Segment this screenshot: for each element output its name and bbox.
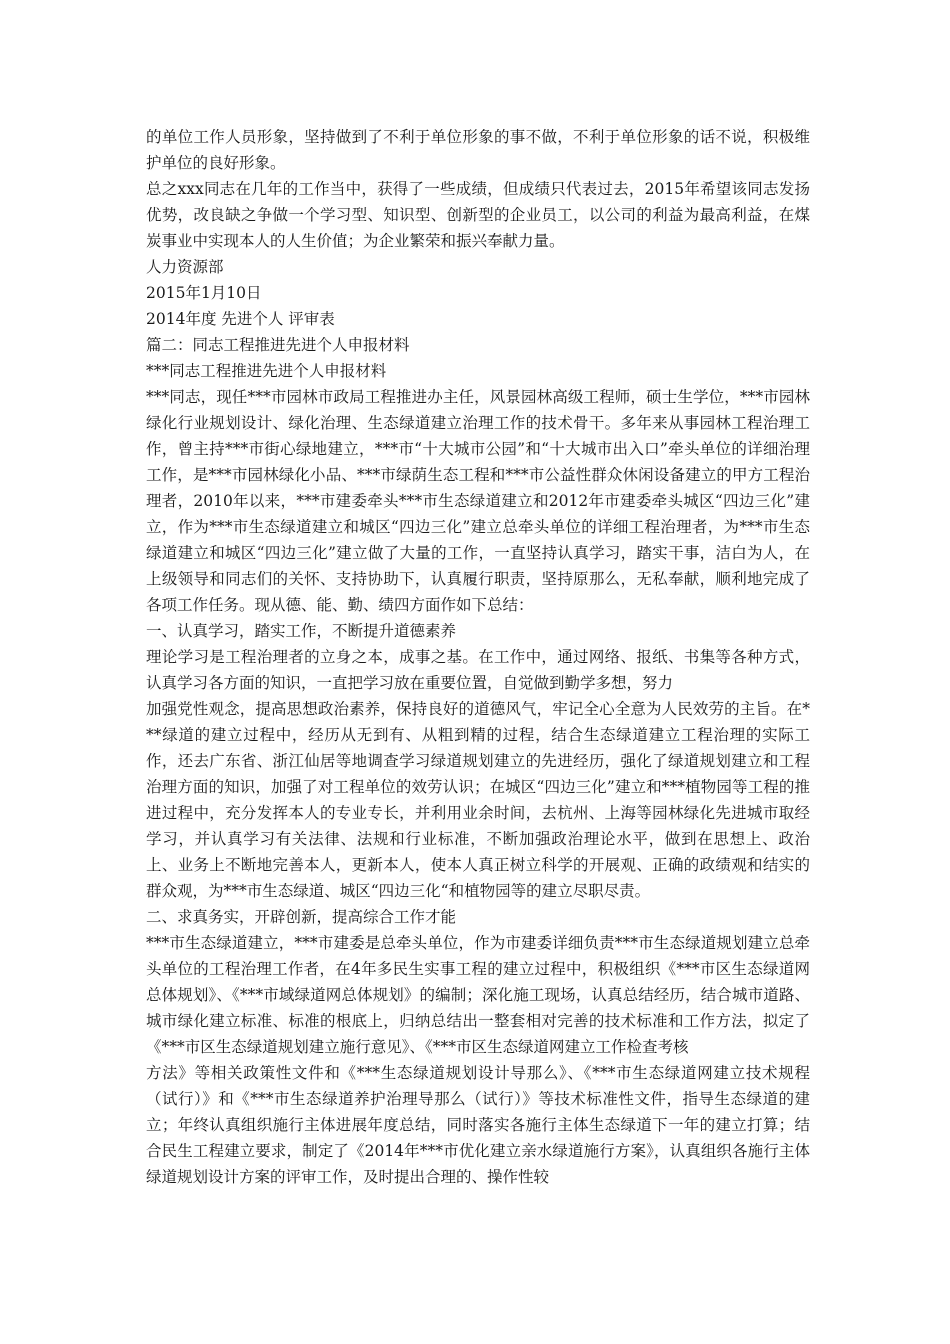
paragraph-study-start: 理论学习是工程治理者的立身之本，成事之基。在工作中，通过网络、报纸、书集等各种方式，认真学习各方面的知识，一直把学习放在重要位置，自觉做到勤学多想，努力 xyxy=(146,648,810,692)
paragraph-summary: 总之xxx同志在几年的工作当中，获得了一些成绩，但成绩只代表过去，2015年希望该同志发扬优势，改良缺之争做一个学习型、知识型、创新型的企业员工，以公司的利益为最高利益，在煤炭事业中实现本人的人生价值；为企业繁荣和振兴奉献力量。 xyxy=(146,180,810,250)
signature-date: 2015年1月10日 xyxy=(146,284,262,302)
paragraph-unit-image: 的单位工作人员形象，坚持做到了不利于单位形象的事不做，不利于单位形象的话不说，积极维护单位的良好形象。 xyxy=(146,128,810,172)
document-title: ***同志工程推进先进个人申报材料 xyxy=(146,362,387,380)
document-body xyxy=(146,124,810,1190)
form-title: 2014年度 先进个人 评审表 xyxy=(146,310,335,328)
section-heading-part-two: 篇二：同志工程推进先进个人申报材料 xyxy=(146,336,410,354)
paragraph-study-continued: 加强党性观念，提高思想政治素养，保持良好的道德风气，牢记全心全意为人民效劳的主旨。在***绿道的建立过程中，经历从无到有、从粗到精的过程，结合生态绿道建立工程治理的实际工作，还去广东省、浙江仙居等地调查学习绿道规划建立的先进经历，强化了绿道规划建立和工程治理方面的知识，加强了对工程单位的效劳认识；在城区“四边三化”建立和***植物园等工程的推进过程中，充分发挥本人的专业专长，并利用业余时间，去杭州、上海等园林绿化先进城市取经学习，并认真学习有关法律、法规和行业标准，不断加强政治理论水平，做到在思想上、政治上、业务上不断地完善本人，更新本人，使本人真正树立科学的开展观、正确的政绩观和结实的群众观，为***市生态绿道、城区“四边三化“和植物园等的建立尽职尽责。 xyxy=(146,700,810,900)
paragraph-greenway-start: ***市生态绿道建立，***市建委是总牵头单位，作为市建委详细负责***市生态绿道规划建立总牵头单位的工程治理工作者，在4年多民生实事工程的建立过程中，积极组织《***市区生态绿道网总体规划》、《***市域绿道网总体规划》的编制；深化施工现场，认真总结经历，结合城市道路、城市绿化建立标准、标准的根底上，归纳总结出一整套相对完善的技术标准和工作方法，拟定了《***市区生态绿道规划建立施行意见》、《***市区生态绿道网建立工作检查考核 xyxy=(146,934,810,1056)
signature-department: 人力资源部 xyxy=(146,258,224,276)
paragraph-introduction: ***同志，现任***市园林市政局工程推进办主任，风景园林高级工程师，硕士生学位，***市园林绿化行业规划设计、绿化治理、生态绿道建立治理工作的技术骨干。多年来从事园林工程治理工作，曾主持***市街心绿地建立，***市“十大城市公园”和“十大城市出入口”牵头单位的详细治理工作，是***市园林绿化小品、***市绿荫生态工程和***市公益性群众休闲设备建立的甲方工程治理者，2010年以来，***市建委牵头***市生态绿道建立和2012年市建委牵头城区“四边三化”建立，作为***市生态绿道建立和城区“四边三化”建立总牵头单位的详细工程治理者，为***市生态绿道建立和城区“四边三化”建立做了大量的工作，一直坚持认真学习，踏实干事，洁白为人，在上级领导和同志们的关怀、支持协助下，认真履行职责，坚持原那么，无私奉献，顺利地完成了各项工作任务。现从德、能、勤、绩四方面作如下总结： xyxy=(146,388,810,614)
section-heading-one: 一、认真学习，踏实工作，不断提升道德素养 xyxy=(146,622,457,640)
section-heading-two: 二、求真务实，开辟创新，提高综合工作才能 xyxy=(146,908,457,926)
paragraph-greenway-continued: 方法》等相关政策性文件和《***生态绿道规划设计导那么》、《***市生态绿道网建立技术规程（试行）》和《***市生态绿道养护治理导那么（试行）》等技术标准性文件，指导生态绿道的建立；年终认真组织施行主体进展年度总结，同时落实各施行主体生态绿道下一年的建立打算；结合民生工程建立要求，制定了《2014年***市优化建立亲水绿道施行方案》，认真组织各施行主体绿道规划设计方案的评审工作，及时提出合理的、操作性较 xyxy=(146,1064,810,1186)
